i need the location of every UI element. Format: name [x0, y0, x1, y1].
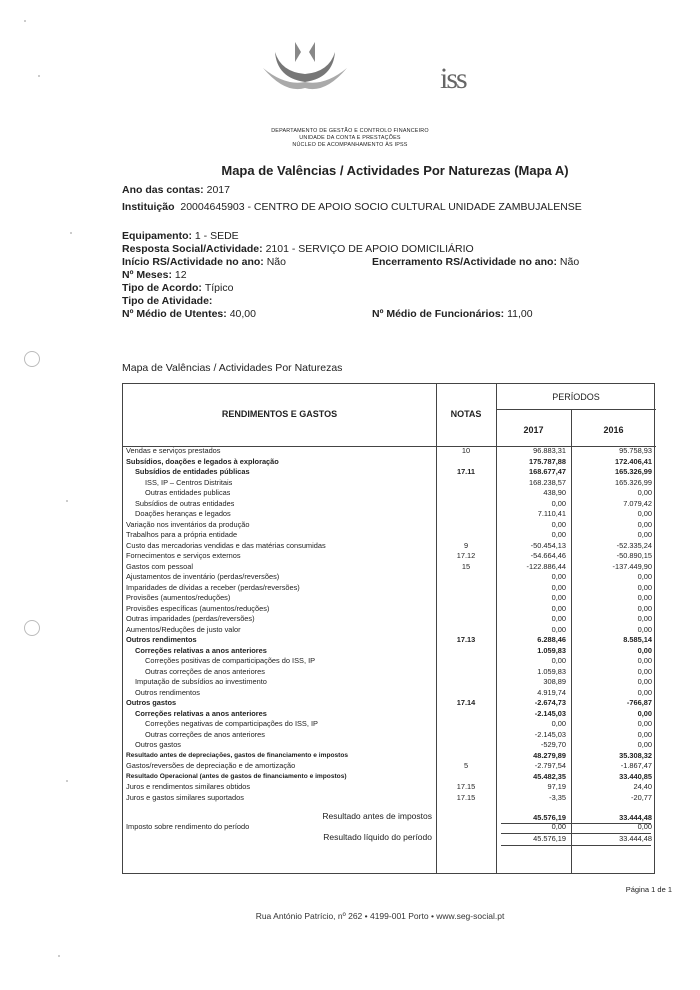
equip-value: 1 - SEDE: [194, 230, 239, 242]
table-row: [123, 457, 656, 467]
header-notas: NOTAS: [450, 409, 482, 419]
table-row: [123, 688, 656, 698]
row-label: Doações heranças e legados: [135, 509, 231, 518]
value-2017: 1.059,83: [537, 645, 566, 655]
row-nota: 10: [461, 446, 471, 455]
table-subtitle: Mapa de Valências / Actividades Por Naturezas: [122, 362, 343, 374]
value-2017: 0,00: [551, 614, 566, 623]
value-2016: 0,00: [637, 488, 652, 497]
value-2017: 0,00: [551, 530, 566, 539]
scan-speck: [66, 780, 68, 782]
table-row: [123, 677, 656, 687]
value-2017: -3,35: [549, 792, 566, 802]
page-number: Página 1 de 1: [625, 885, 672, 894]
iss-logo: [440, 62, 485, 96]
table-row: [123, 709, 656, 719]
row-label: Outros gastos: [135, 740, 182, 749]
value-2016: 95.758,93: [619, 446, 652, 455]
valencias-table: [122, 383, 655, 874]
value-2016: -50.890,15: [616, 551, 652, 560]
value-2016: 24,40: [633, 782, 652, 791]
func-label: Nº Médio de Funcionários:: [372, 308, 505, 320]
value-2017: 0,00: [551, 719, 566, 728]
table-row: [123, 604, 656, 614]
row-label: Outros gastos: [126, 698, 177, 707]
value-2017: 0,00: [551, 498, 566, 508]
value-2017: -2.797,54: [534, 761, 566, 770]
acordo-value: Típico: [204, 282, 234, 294]
table-row: [123, 572, 656, 582]
value-2017: 168.677,47: [529, 467, 566, 476]
total-rule: [501, 833, 651, 834]
value-2017: 4.919,74: [537, 687, 566, 697]
department-line: UNIDADE DA CONTA E PRESTAÇÕES: [299, 135, 401, 141]
header-rendimentos-gastos: RENDIMENTOS E GASTOS: [221, 409, 338, 419]
value-2017: -2.145,03: [534, 729, 566, 739]
value-2017: 45.576,19: [533, 813, 566, 822]
inicio-rs: [122, 256, 286, 269]
resultado-liquido-label: Resultado líquido do período: [323, 832, 432, 842]
row-label: Outras entidades publicas: [145, 488, 231, 497]
table-row: [123, 793, 656, 803]
row-label: Vendas e serviços prestados: [126, 446, 221, 455]
value-2016: 0,00: [637, 509, 652, 518]
row-label: Correções relativas a anos anteriores: [135, 645, 267, 655]
value-2017: 0,00: [551, 603, 566, 613]
table-row: [123, 509, 656, 519]
resultado-antes-impostos-label: Resultado antes de impostos: [322, 811, 432, 821]
table-row: [123, 530, 656, 540]
inst-value: 20004645903 - CENTRO DE APOIO SOCIO CULTURAL UNIDADE ZAMBUJALENSE: [180, 201, 582, 213]
row-label: Outros rendimentos: [126, 635, 197, 644]
value-2017: 0,00: [551, 624, 566, 634]
value-2016: 35.308,32: [619, 750, 652, 760]
row-nota: 17.12: [456, 551, 476, 560]
table-row: [123, 499, 656, 509]
value-2017: 45.482,35: [533, 771, 566, 781]
table-row: [123, 446, 656, 456]
value-2016: 0,00: [637, 645, 652, 655]
value-2016: 0,00: [637, 572, 652, 581]
row-nota: 17.14: [456, 698, 476, 707]
scan-speck: [70, 232, 72, 234]
table-row: [123, 551, 656, 561]
row-nota: 17.13: [456, 635, 476, 644]
value-2017: 0,00: [551, 519, 566, 529]
row-nota: 9: [463, 540, 469, 550]
value-2017: -2.674,73: [534, 698, 566, 707]
header-divider: [496, 409, 656, 410]
value-2017: 96.883,31: [533, 446, 566, 455]
instituicao: [122, 201, 582, 214]
value-2016: 0,00: [637, 530, 652, 539]
table-row: [123, 646, 656, 656]
value-2016: 33.444,48: [619, 813, 652, 822]
value-2016: 165.326,99: [615, 477, 652, 487]
value-2017: -529,70: [540, 740, 566, 749]
value-2017: -2.145,03: [534, 708, 566, 718]
total-rule: [501, 845, 651, 846]
value-2016: 0,00: [637, 677, 652, 686]
tipo-label: Tipo de Atividade:: [122, 295, 213, 307]
tipo-atividade: [122, 295, 212, 308]
punch-hole: [24, 620, 40, 636]
value-2016: -1.867,47: [620, 761, 652, 770]
row-label: Fornecimentos e serviços externos: [126, 551, 241, 560]
row-label: Correções positivas de comparticipações do ISS, IP: [145, 656, 316, 665]
value-2017: 97,19: [547, 782, 566, 791]
table-row: [123, 583, 656, 593]
scan-speck: [58, 955, 60, 957]
value-2016: -52.335,24: [616, 540, 652, 550]
row-label: Custo das mercadorias vendidas e das matérias consumidas: [126, 540, 326, 550]
table-row: [123, 467, 656, 477]
row-nota: 17.15: [456, 782, 476, 791]
total-rule: [501, 823, 651, 824]
row-label: Gastos com pessoal: [126, 561, 193, 571]
iss-logo-text: iss: [440, 62, 466, 95]
scan-speck: [24, 20, 26, 22]
table-row: [123, 782, 656, 792]
value-2016: 33.444,48: [619, 834, 652, 843]
resp-label: Resposta Social/Actividade:: [122, 243, 263, 255]
value-2017: 0,00: [551, 572, 566, 581]
header-periodos: PERÍODOS: [552, 392, 600, 402]
row-label: Correções relativas a anos anteriores: [135, 708, 267, 718]
table-row: [123, 719, 656, 729]
resultado-liquido-row: [123, 834, 656, 844]
utentes-value: 40,00: [229, 308, 256, 320]
value-2016: -137.449,90: [612, 561, 652, 571]
value-2017: 1.059,83: [537, 666, 566, 676]
inicio-label: Início RS/Actividade no ano:: [122, 256, 264, 268]
value-2017: 0,00: [551, 822, 566, 831]
punch-hole: [24, 351, 40, 367]
value-2016: 0,00: [637, 603, 652, 613]
table-row: [123, 593, 656, 603]
table-row: [123, 740, 656, 750]
value-2016: 0,00: [637, 740, 652, 749]
equipamento: [122, 230, 239, 243]
ano-contas: [122, 184, 230, 197]
equip-label: Equipamento:: [122, 230, 192, 242]
inicio-value: Não: [266, 256, 286, 268]
table-row: [123, 541, 656, 551]
row-label: Subsídios de outras entidades: [135, 498, 235, 508]
value-2016: 172.406,41: [615, 456, 652, 466]
table-row: [123, 761, 656, 771]
table-row: [123, 625, 656, 635]
value-2017: 45.576,19: [533, 834, 566, 843]
value-2016: 7.079,42: [623, 498, 652, 508]
row-label: Variação nos inventários da produção: [126, 519, 250, 529]
value-2016: 8.585,14: [623, 635, 652, 644]
scan-speck: [38, 75, 40, 77]
value-2016: -766,87: [626, 698, 652, 707]
row-label: Subsídios de entidades públicas: [135, 467, 250, 476]
value-2016: -20,77: [631, 792, 652, 802]
row-label: Juros e gastos similares suportados: [126, 792, 244, 802]
meses: [122, 269, 187, 282]
value-2016: 0,00: [637, 666, 652, 676]
table-row: [123, 562, 656, 572]
value-2017: 7.110,41: [537, 509, 566, 518]
value-2017: -122.886,44: [526, 561, 566, 571]
value-2016: 0,00: [637, 582, 652, 592]
row-label: Correções negativas de comparticipações do ISS, IP: [145, 719, 318, 728]
value-2016: 0,00: [637, 614, 652, 623]
footer-address: Rua António Patrício, nº 262 • 4199-001 Porto • www.seg-social.pt: [255, 911, 505, 921]
row-label: Outras correções de anos anteriores: [145, 666, 265, 676]
value-2017: 168.238,57: [529, 477, 566, 487]
header-2016: 2016: [603, 425, 624, 435]
ano-label: Ano das contas:: [122, 184, 204, 196]
row-nota: 17.11: [456, 467, 476, 476]
value-2017: 175.787,88: [529, 456, 566, 466]
table-row: [123, 520, 656, 530]
value-2016: 0,00: [637, 687, 652, 697]
row-label: Trabalhos para a própria entidade: [126, 530, 238, 539]
row-label: Provisões (aumentos/reduções): [126, 593, 231, 602]
social-security-logo: [255, 38, 355, 90]
table-row: [123, 488, 656, 498]
value-2016: 0,00: [637, 708, 652, 718]
row-label: Outros rendimentos: [135, 687, 200, 697]
header-2017: 2017: [523, 425, 544, 435]
table-row: [123, 478, 656, 488]
row-label: Resultado Operacional (antes de gastos de financiamento e impostos): [126, 772, 347, 780]
inst-label: Instituição: [122, 201, 175, 213]
resp-value: 2101 - SERVIÇO DE APOIO DOMICILIÁRIO: [265, 243, 474, 255]
row-label: Gastos/reversões de depreciação e de amortização: [126, 761, 296, 770]
row-label: Outras imparidades (perdas/reversões): [126, 614, 255, 623]
value-2016: 0,00: [637, 729, 652, 739]
tipo-acordo: [122, 282, 233, 295]
value-2017: 308,89: [543, 677, 566, 686]
table-row: [123, 635, 656, 645]
value-2016: 0,00: [637, 656, 652, 665]
row-label: Outras correções de anos anteriores: [145, 729, 265, 739]
meses-label: Nº Meses:: [122, 269, 172, 281]
enc-label: Encerramento RS/Actividade no ano:: [372, 256, 557, 268]
value-2016: 0,00: [637, 719, 652, 728]
acordo-label: Tipo de Acordo:: [122, 282, 202, 294]
value-2016: 0,00: [637, 822, 652, 831]
value-2016: 0,00: [637, 624, 652, 634]
row-label: Imputação de subsídios ao investimento: [135, 677, 267, 686]
value-2016: 33.440,85: [619, 771, 652, 781]
table-row: [123, 667, 656, 677]
table-row: [123, 614, 656, 624]
value-2016: 0,00: [637, 593, 652, 602]
imposto-label: Imposto sobre rendimento do período: [126, 822, 250, 831]
medio-funcionarios: [372, 308, 533, 321]
meses-value: 12: [174, 269, 187, 281]
row-label: Juros e rendimentos similares obtidos: [126, 782, 251, 791]
row-nota: 5: [463, 761, 469, 770]
row-label: ISS, IP – Centros Distritais: [145, 477, 233, 487]
utentes-label: Nº Médio de Utentes:: [122, 308, 227, 320]
table-row: [123, 772, 656, 782]
department-line: NÚCLEO DE ACOMPANHAMENTO ÀS IPSS: [292, 142, 408, 148]
value-2017: 438,90: [543, 488, 566, 497]
scan-speck: [66, 500, 68, 502]
table-row: [123, 698, 656, 708]
value-2017: 6.288,46: [537, 635, 566, 644]
row-label: Resultado antes de depreciações, gastos de financiamento e impostos: [126, 751, 349, 759]
value-2017: -54.664,46: [530, 551, 566, 560]
row-label: Aumentos/Reduções de justo valor: [126, 624, 241, 634]
row-label: Ajustamentos de inventário (perdas/reversões): [126, 572, 280, 581]
value-2017: 48.279,89: [533, 750, 566, 760]
document-title: Mapa de Valências / Actividades Por Naturezas (Mapa A): [221, 163, 569, 178]
medio-utentes: [122, 308, 256, 321]
table-row: [123, 730, 656, 740]
enc-value: Não: [559, 256, 580, 268]
row-label: Provisões específicas (aumentos/reduções): [126, 603, 270, 613]
row-nota: 17.15: [456, 792, 476, 802]
encerramento-rs: [372, 256, 579, 269]
ano-value: 2017: [206, 184, 230, 196]
department-line: DEPARTAMENTO DE GESTÃO E CONTROLO FINANCEIRO: [271, 128, 429, 134]
value-2016: 0,00: [637, 519, 652, 529]
value-2017: 0,00: [551, 656, 566, 665]
row-label: Subsídios, doações e legados à exploração: [126, 456, 279, 466]
value-2017: 0,00: [551, 582, 566, 592]
row-nota: 15: [461, 561, 471, 571]
value-2017: -50.454,13: [530, 540, 566, 550]
value-2017: 0,00: [551, 593, 566, 602]
resposta-social: [122, 243, 474, 256]
func-value: 11,00: [507, 308, 533, 320]
value-2016: 165.326,99: [615, 467, 652, 476]
table-row: [123, 751, 656, 761]
row-label: Imparidades de dívidas a receber (perdas/reversões): [126, 582, 300, 592]
table-row: [123, 656, 656, 666]
